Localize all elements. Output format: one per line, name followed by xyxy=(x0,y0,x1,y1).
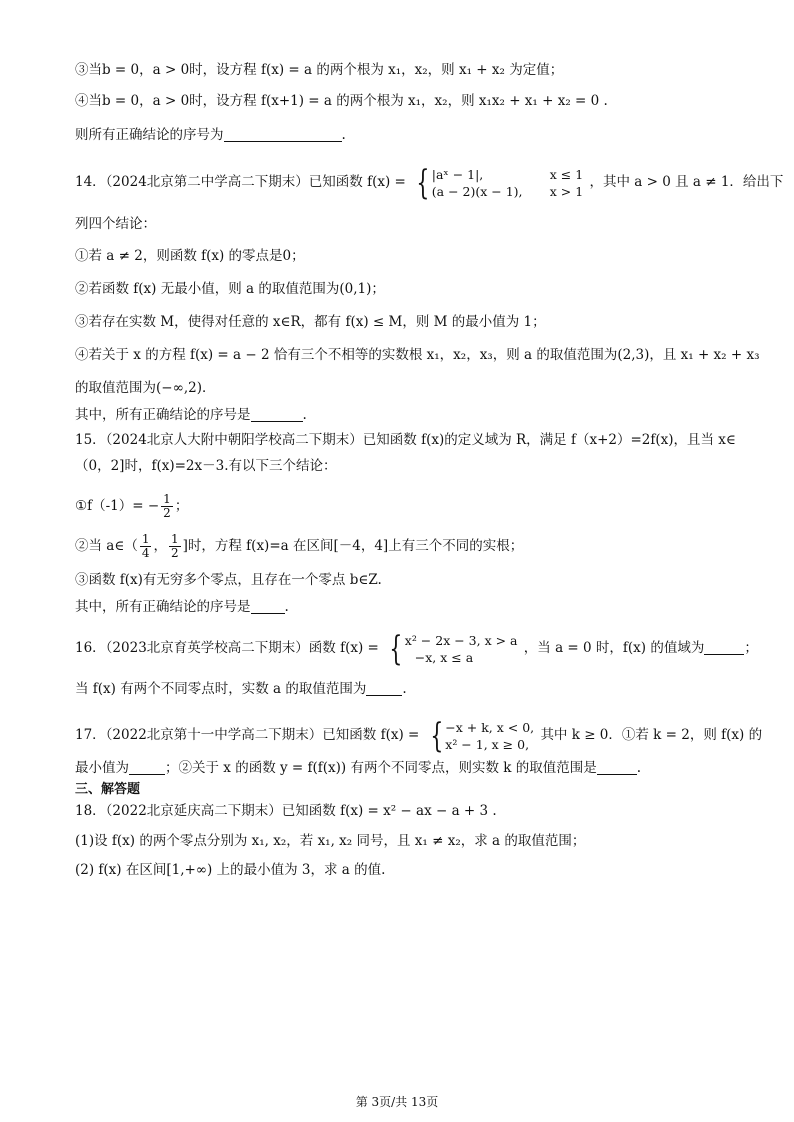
q15-fraction-half: $\frac{1}{2}$ xyxy=(163,492,171,520)
q13-conclusion-3: ③当b = 0，a > 0时，设方程 f(x) = a 的两个根为 x₁，x₂，则 x₁ + x₂ 为定值； xyxy=(75,62,564,78)
q14-conclusion-2: ②若函数 f(x) 无最小值，则 a 的取值范围为(0,1)； xyxy=(75,281,385,297)
q18-stem: 18．（2022北京延庆高二下期末）已知函数 f(x) = x² − ax − a + 3 . xyxy=(75,803,497,819)
q13-ask: 则所有正确结论的序号为 xyxy=(75,127,224,143)
q14-question: 其中，所有正确结论的序号是 . xyxy=(75,407,307,423)
q14-piece-2: (a − 2)(x − 1), x > 1 xyxy=(431,183,584,199)
q15-fraction-quarter: $\frac{1}{4}$ xyxy=(141,532,150,560)
q17-piece-1: −x + k, x < 0, xyxy=(445,719,535,735)
q14-piecewise xyxy=(412,162,584,203)
q17-k-range-blank xyxy=(597,760,637,775)
q14-continuation: 列四个结论： xyxy=(75,216,156,232)
q15-stem: 15．（2024北京人大附中朝阳学校高二下期末）已知函数 f(x)的定义域为 R，满足 f（x+2）=2f(x)，且当 x∈ xyxy=(75,432,736,448)
q17-piecewise xyxy=(426,715,535,756)
q17-lead: 17．（2022北京第十一中学高二下期末）已知函数 f(x) = xyxy=(75,727,420,743)
q16-line-2: 当 f(x) 有两个不同零点时，实数 a 的取值范围为 . xyxy=(75,681,407,697)
q14-conclusion-3: ③若存在实数 M，使得对任意的 x∈R，都有 f(x) ≤ M，则 M 的最小值为 1； xyxy=(75,314,546,330)
q14-conclusion-4b: 的取值范围为(−∞,2)． xyxy=(75,380,216,396)
q15-answer-blank xyxy=(251,599,285,614)
q16-piecewise xyxy=(385,628,518,669)
q14-conclusion-4a: ④若关于 x 的方程 f(x) = a − 2 恰有三个不相等的实数根 x₁，x₂，x₃，则 a 的取值范围为(2,3)，且 x₁ + x₂ + x₃ xyxy=(75,347,760,363)
q17-piece-2: x² − 1, x ≥ 0, xyxy=(445,736,530,752)
q16-piece-2: −x, x ≤ a xyxy=(414,649,474,665)
q14-ask: 其中，所有正确结论的序号是 xyxy=(75,407,251,423)
q16-piece-1: x² − 2x − 3, x > a xyxy=(404,632,518,648)
q16-brace-icon: { xyxy=(389,628,403,669)
q15-conclusion-2: ②当 a∈（ $\frac{1}{4}$ ， $\frac{1}{2}$ ]时，方程 f(x)=a 在区间[－4，4]上有三个不同的实根； xyxy=(75,532,524,560)
q16-range-blank xyxy=(704,640,744,655)
q13-question: 则所有正确结论的序号为 . xyxy=(75,127,346,143)
q18-part-2: (2) f(x) 在区间[1,+∞) 上的最小值为 3，求 a 的值. xyxy=(75,862,386,878)
q13-conclusion-4: ④当b = 0，a > 0时，设方程 f(x+1) = a 的两个根为 x₁，x₂，则 x₁x₂ + x₁ + x₂ = 0 . xyxy=(75,93,608,109)
q15-conclusion-3: ③函数 f(x)有无穷多个零点，且存在一个零点 b∈Z. xyxy=(75,572,382,588)
q15-question: 其中，所有正确结论的序号是 . xyxy=(75,599,289,615)
q18-part-1: (1)设 f(x) 的两个零点分别为 x₁, x₂，若 x₁, x₂ 同号，且 x₁ ≠ x₂，求 a 的取值范围； xyxy=(75,833,586,849)
q17-min-blank xyxy=(129,760,165,775)
section-heading: 三、解答题 xyxy=(75,782,141,797)
q14-brace-icon: { xyxy=(416,162,430,203)
q17-line-2: 最小值为 ；②关于 x 的函数 y = f(f(x)) 有两个不同零点，则实数 k 的取值范围是 . xyxy=(75,760,642,776)
q15-ask: 其中，所有正确结论的序号是 xyxy=(75,599,251,615)
q16-mid: ，当 a = 0 时，f(x) 的值域为 xyxy=(523,640,705,656)
q14-conclusion-1: ①若 a ≠ 2，则函数 f(x) 的零点是0； xyxy=(75,248,305,264)
q16-stem: 16．（2023北京育英学校高二下期末）函数 f(x) = { x² − 2x − 3, x > a −x, x ≤ a ，当 a = 0 时，f(x) 的值域为 ； xyxy=(75,628,758,669)
page-footer: 第 3页/共 13页 xyxy=(355,1095,439,1109)
q14-lead: 14．（2024北京第二中学高二下期末）已知函数 f(x) = xyxy=(75,174,406,190)
q14-piece-1: |aˣ − 1|, x ≤ 1 xyxy=(431,166,584,182)
q14-tail: ，其中 a > 0 且 a ≠ 1．给出下 xyxy=(589,174,784,190)
q15-fraction-half-2: $\frac{1}{2}$ xyxy=(170,532,179,560)
q17-tail: 其中 k ≥ 0．①若 k = 2，则 f(x) 的 xyxy=(540,727,763,743)
q13-answer-blank xyxy=(224,127,342,142)
q15-conclusion-1: ①f（-1）= − $\frac{1}{2}$ ； xyxy=(75,492,189,520)
q14-stem xyxy=(75,162,784,203)
q17-brace-icon: { xyxy=(429,715,443,756)
q16-lead: 16．（2023北京育英学校高二下期末）函数 f(x) = xyxy=(75,640,379,656)
q15-continuation: （0，2]时，f(x)=2x－3.有以下三个结论： xyxy=(75,458,337,474)
q14-answer-blank xyxy=(251,407,303,422)
q17-stem xyxy=(75,715,763,756)
q16-a-range-blank xyxy=(366,681,402,696)
